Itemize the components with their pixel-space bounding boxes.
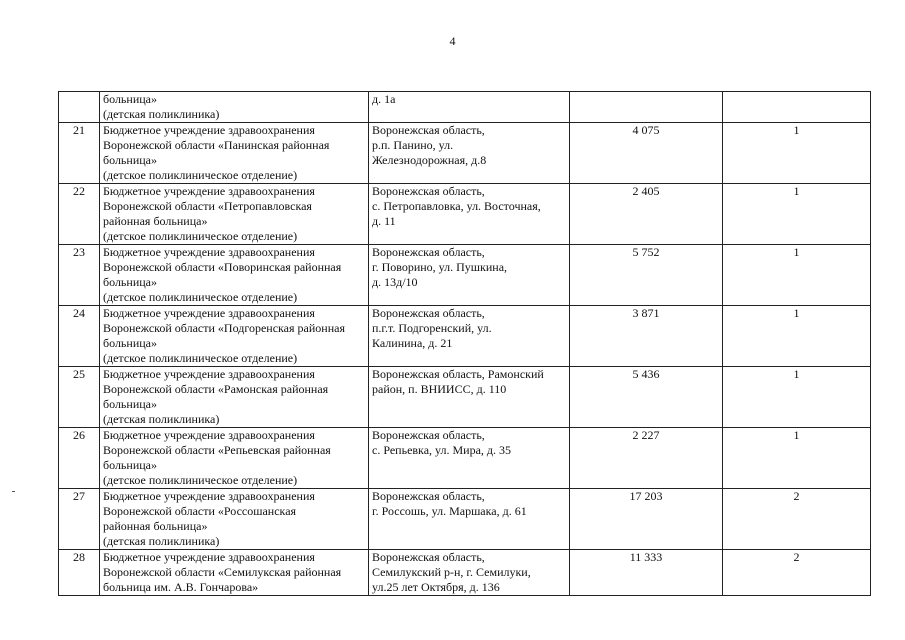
institution-name-line: районная больница» — [103, 519, 208, 533]
institution-address-line: Воронежская область, Рамонский — [372, 367, 544, 381]
page-number: 4 — [449, 34, 456, 48]
institution-address — [369, 184, 570, 245]
institution-name — [100, 367, 369, 428]
institution-name-line: Бюджетное учреждение здравоохранения — [103, 489, 315, 503]
row-number: 25 — [59, 367, 100, 428]
institution-name — [100, 123, 369, 184]
institution-address — [369, 245, 570, 306]
institution-address-line: г. Поворино, ул. Пушкина, — [372, 260, 508, 274]
institution-address-line: Железнодорожная, д.8 — [372, 153, 487, 167]
institution-address — [369, 428, 570, 489]
area-value: 4 075 — [570, 123, 723, 184]
row-number: 23 — [59, 245, 100, 306]
institution-name-line: Воронежской области «Семилукская районная — [103, 565, 342, 579]
institution-name-line: Бюджетное учреждение здравоохранения — [103, 428, 315, 442]
institution-address-line: Воронежская область, — [372, 489, 485, 503]
institution-address-line: Воронежская область, — [372, 184, 485, 198]
institution-address-line: ул.25 лет Октября, д. 136 — [372, 580, 500, 594]
area-value: 3 871 — [570, 306, 723, 367]
area-value: 2 405 — [570, 184, 723, 245]
row-number: 21 — [59, 123, 100, 184]
row-number: 27 — [59, 489, 100, 550]
count-value: 1 — [723, 123, 871, 184]
area-value: 5 436 — [570, 367, 723, 428]
institution-name-line: Бюджетное учреждение здравоохранения — [103, 184, 315, 198]
area-value: 11 333 — [570, 550, 723, 596]
area-value: 2 227 — [570, 428, 723, 489]
institution-address — [369, 92, 570, 123]
institution-name — [100, 428, 369, 489]
institution-name-line: больница» — [103, 397, 157, 411]
institution-address-line: Воронежская область, — [372, 550, 485, 564]
institution-address-line: Семилукский р-н, г. Семилуки, — [372, 565, 531, 579]
institution-name-line: (детское поликлиническое отделение) — [103, 168, 298, 182]
table-row — [59, 184, 871, 245]
institution-name — [100, 245, 369, 306]
institution-name-line: Воронежской области «Поворинская районная — [103, 260, 342, 274]
institution-name-line: Воронежской области «Петропавловская — [103, 199, 312, 213]
count-value: 1 — [723, 428, 871, 489]
table-row — [59, 245, 871, 306]
count-value: 1 — [723, 245, 871, 306]
institution-name-line: больница» — [103, 458, 157, 472]
table-row — [59, 489, 871, 550]
institution-name-line: больница» — [103, 275, 157, 289]
table-row — [59, 428, 871, 489]
count-value: 1 — [723, 367, 871, 428]
institution-name-line: больница» — [103, 92, 157, 106]
institution-address — [369, 550, 570, 596]
institution-name-line: Бюджетное учреждение здравоохранения — [103, 367, 315, 381]
institution-name-line: (детское поликлиническое отделение) — [103, 229, 298, 243]
institution-name-line: Воронежской области «Панинская районная — [103, 138, 330, 152]
institution-name-line: Бюджетное учреждение здравоохранения — [103, 123, 315, 137]
institution-address-line: с. Репьевка, ул. Мира, д. 35 — [372, 443, 512, 457]
count-value: 2 — [723, 489, 871, 550]
institution-address — [369, 489, 570, 550]
institution-name-line: больница» — [103, 336, 157, 350]
row-number: 28 — [59, 550, 100, 596]
table-row — [59, 92, 871, 123]
row-number — [59, 92, 100, 123]
row-number: 26 — [59, 428, 100, 489]
table-body — [59, 92, 871, 596]
institution-address-line: район, п. ВНИИСС, д. 110 — [372, 382, 507, 396]
institution-address-line: д. 13д/10 — [372, 275, 418, 289]
institution-name-line: районная больница» — [103, 214, 208, 228]
institution-name-line: Воронежской области «Рамонская районная — [103, 382, 329, 396]
institution-name — [100, 92, 369, 123]
institution-address-line: Воронежская область, — [372, 428, 485, 442]
table-row — [59, 550, 871, 596]
row-number: 22 — [59, 184, 100, 245]
institution-name — [100, 550, 369, 596]
institution-name-line: Воронежской области «Репьевская районная — [103, 443, 331, 457]
institution-name-line: (детская поликлиника) — [103, 412, 220, 426]
institution-name-line: Бюджетное учреждение здравоохранения — [103, 245, 315, 259]
institution-name-line: больница им. А.В. Гончарова» — [103, 580, 259, 594]
count-value — [723, 92, 871, 123]
institution-name — [100, 184, 369, 245]
institution-address-line: д. 11 — [372, 214, 396, 228]
institution-address-line: г. Россошь, ул. Маршака, д. 61 — [372, 504, 527, 518]
institution-address — [369, 123, 570, 184]
institution-name-line: (детское поликлиническое отделение) — [103, 351, 298, 365]
institution-address-line: р.п. Панино, ул. — [372, 138, 454, 152]
institution-name-line: (детское поликлиническое отделение) — [103, 473, 298, 487]
institution-name-line: (детская поликлиника) — [103, 534, 220, 548]
institution-address-line: Воронежская область, — [372, 306, 485, 320]
institution-name-line: больница» — [103, 153, 157, 167]
institution-name — [100, 489, 369, 550]
count-value: 1 — [723, 184, 871, 245]
institution-name-line: Бюджетное учреждение здравоохранения — [103, 306, 315, 320]
count-value: 2 — [723, 550, 871, 596]
institution-address-line: Калинина, д. 21 — [372, 336, 453, 350]
institution-address-line: Воронежская область, — [372, 245, 485, 259]
scan-artifact — [12, 491, 15, 492]
institution-address-line: с. Петропавловка, ул. Восточная, — [372, 199, 541, 213]
count-value: 1 — [723, 306, 871, 367]
table-row — [59, 306, 871, 367]
area-value: 5 752 — [570, 245, 723, 306]
institution-name-line: (детская поликлиника) — [103, 107, 220, 121]
area-value — [570, 92, 723, 123]
institution-name — [100, 306, 369, 367]
institution-address-line: Воронежская область, — [372, 123, 485, 137]
table-row — [59, 123, 871, 184]
facilities-table — [58, 91, 871, 596]
institution-name-line: Бюджетное учреждение здравоохранения — [103, 550, 315, 564]
institution-address — [369, 306, 570, 367]
table-row — [59, 367, 871, 428]
institution-name-line: (детское поликлиническое отделение) — [103, 290, 298, 304]
institution-name-line: Воронежской области «Подгоренская районная — [103, 321, 345, 335]
area-value: 17 203 — [570, 489, 723, 550]
row-number: 24 — [59, 306, 100, 367]
institution-address-line: п.г.т. Подгоренский, ул. — [372, 321, 492, 335]
institution-address — [369, 367, 570, 428]
institution-address-line: д. 1а — [372, 92, 396, 106]
institution-name-line: Воронежской области «Россошанская — [103, 504, 297, 518]
